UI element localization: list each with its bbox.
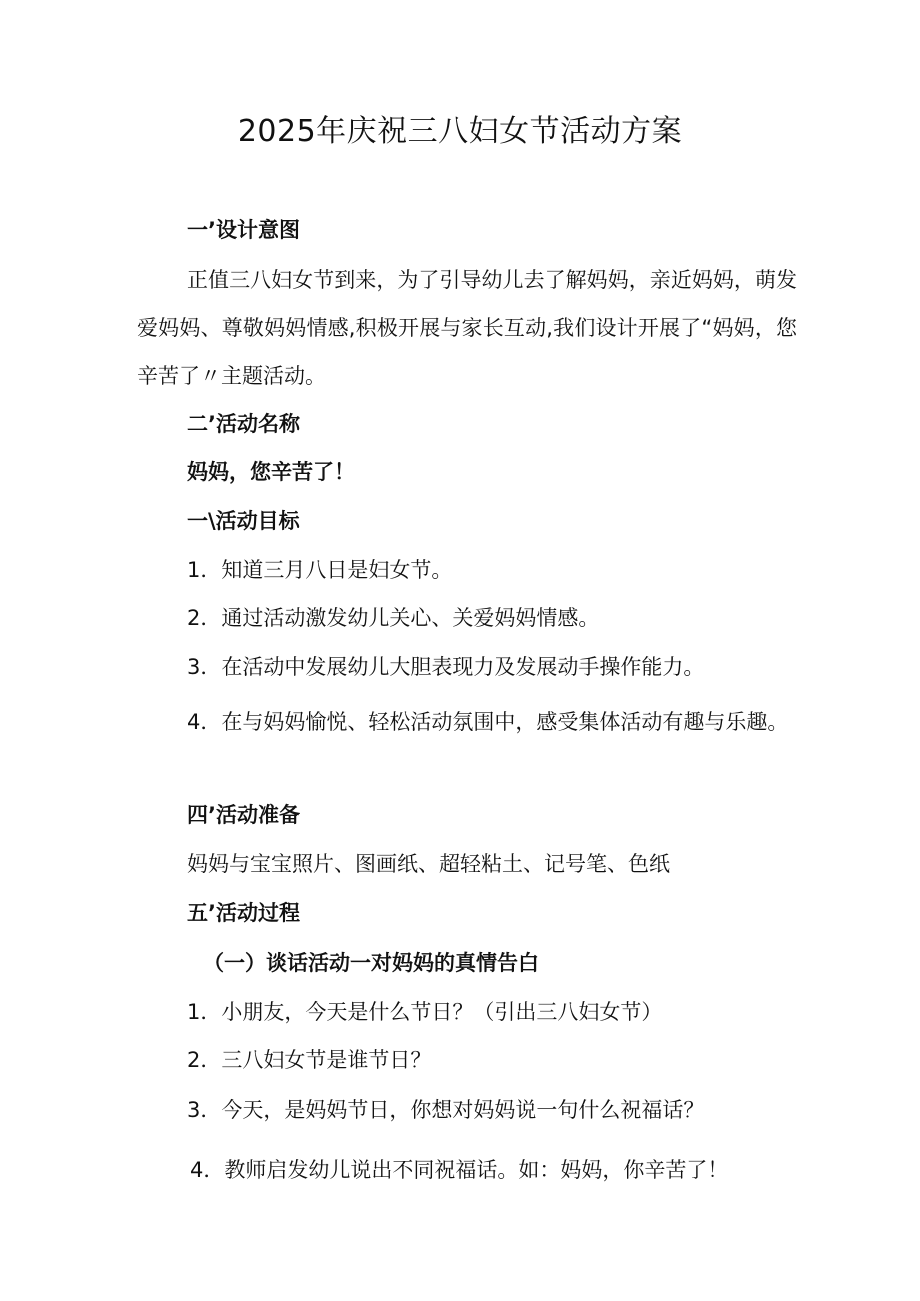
section-heading-process: 五’活动过程 — [187, 901, 300, 925]
goal-item-1: 1．知道三月八日是妇女节。 — [187, 558, 453, 582]
document-title: 2025年庆祝三八妇女节活动方案 — [237, 114, 683, 149]
process-question-3: 3．今天，是妈妈节日，你想对妈妈说一句什么祝福话？ — [187, 1098, 705, 1122]
design-intent-paragraph: 正值三八妇女节到来，为了引导幼儿去了解妈妈，亲近妈妈，萌发爱妈妈、尊敬妈妈情感,积极开展与家长互动,我们设计开展了“妈妈，您辛苦了〃主题活动。 — [137, 268, 797, 388]
preparation-items: 妈妈与宝宝照片、图画纸、超轻粘土、记号笔、色纸 — [187, 852, 670, 876]
section-heading-preparation: 四’活动准备 — [187, 803, 300, 827]
process-question-1: 1．小朋友，今天是什么节日？（引出三八妇女节） — [187, 1000, 663, 1024]
section-heading-design-intent: 一’设计意图 — [187, 218, 300, 242]
goal-item-4: 4．在与妈妈愉悦、轻松活动氛围中，感受集体活动有趣与乐趣。 — [187, 710, 789, 734]
process-question-2: 2．三八妇女节是谁节日？ — [187, 1048, 432, 1072]
section-heading-activity-goals: 一\活动目标 — [187, 509, 300, 533]
process-subheading-talk: （一）谈话活动一对妈妈的真情告白 — [203, 951, 539, 975]
goal-item-2: 2．通过活动激发幼儿关心、关爱妈妈情感。 — [187, 606, 600, 630]
goal-item-3: 3．在活动中发展幼儿大胆表现力及发展动手操作能力。 — [187, 655, 705, 679]
process-question-4: 4．教师启发幼儿说出不同祝福话。如：妈妈，你辛苦了！ — [190, 1158, 729, 1182]
section-heading-activity-name: 二’活动名称 — [187, 412, 300, 436]
activity-name-text: 妈妈，您辛苦了！ — [187, 460, 355, 484]
